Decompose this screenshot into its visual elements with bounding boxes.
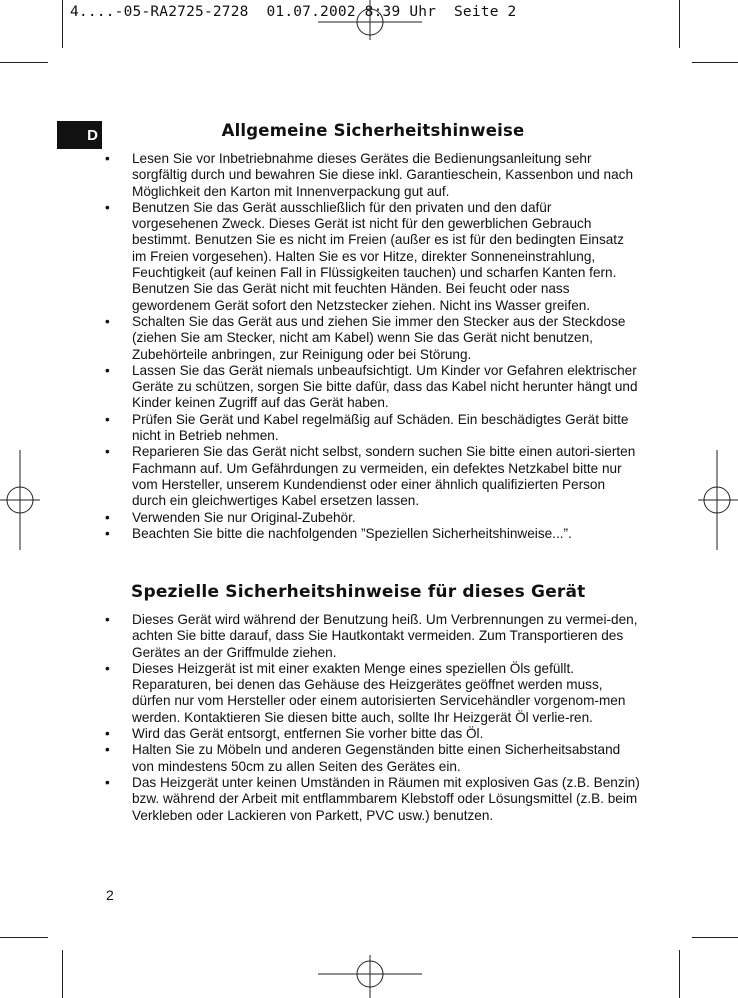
list-item: • Verwenden Sie nur Original-Zubehör.	[105, 509, 356, 525]
list-item: • Beachten Sie bitte die nachfolgenden ”Speziellen Sicherheitshinweise...”.	[105, 525, 572, 541]
crop-mark	[679, 0, 680, 48]
list-item: • Prüfen Sie Gerät und Kabel regelmäßig auf Schäden. Ein beschädigtes Gerät bitte nicht in Betrieb nehmen.	[105, 411, 629, 444]
bullet-icon: •	[105, 444, 110, 460]
bullet-icon: •	[105, 525, 110, 541]
section-heading-general-safety: Allgemeine Sicherheitshinweise	[221, 121, 525, 140]
bullet-icon: •	[105, 411, 110, 427]
bullet-icon: •	[105, 742, 110, 758]
bullet-icon: •	[105, 774, 110, 790]
bullet-icon: •	[105, 612, 110, 627]
bullet-icon: •	[105, 313, 110, 329]
bullet-icon: •	[105, 509, 110, 525]
registration-mark-icon	[0, 450, 40, 550]
crop-mark	[692, 937, 738, 938]
bullet-icon: •	[105, 362, 110, 378]
language-tab: D	[57, 121, 102, 149]
bullet-icon: •	[105, 660, 110, 676]
list-item: • Halten Sie zu Möbeln und anderen Gegenständen bitte einen Sicherheitsabstand von mindestens 50cm zu allen Seiten des Gerätes ein.	[105, 742, 621, 774]
crop-mark	[692, 62, 738, 63]
bullet-icon: •	[105, 199, 110, 215]
general-safety-list	[105, 151, 640, 542]
list-item: • Dieses Heizgerät ist mit einer exakten Menge eines speziellen Öls gefüllt. Reparaturen, bei denen das Gehäuse des Heizgerätes geöffnet werden muss, dürfen nur vom Hersteller oder einem autorisierten Servicehändler vorgenom-men werden. Kontaktieren Sie diesen bitte auch, sollte Ihr Heizgerät Öl verlie-ren.	[105, 660, 626, 725]
list-item: • Lassen Sie das Gerät niemals unbeaufsichtigt. Um Kinder vor Gefahren elektrischer Geräte zu schützen, sorgen Sie bitte dafür, dass das Kabel nicht herunter hängt und Kinder keinen Zugriff auf das Gerät haben.	[105, 362, 638, 411]
list-item: • Lesen Sie vor Inbetriebnahme dieses Gerätes die Bedienungsanleitung sehr sorgfältig durch und bewahren Sie diese inkl. Garantieschein, Kassenbon und nach Möglichkeit den Karton mit Innenverpackung gut auf.	[105, 151, 634, 199]
list-item: • Benutzen Sie das Gerät ausschließlich für den privaten und den dafür vorgesehenen Zweck. Dieses Gerät ist nicht für den gewerblichen Gebrauch bestimmt. Benutzen Sie es nicht im Freien (außer es ist für den bedingten Einsatz im Freien vorgesehen). Halten Sie es vor Hitze, direkter Sonneneinstrahlung, Feuchtigkeit (auf keinen Fall in Flüssigkeiten tauchen) und scharfen Kanten fern. Benutzen Sie das Gerät nicht mit feuchten Händen. Bei feucht oder nass gewordenem Gerät sofort den Netzstecker ziehen. Nicht ins Wasser greifen.	[105, 199, 624, 313]
bullet-icon: •	[105, 151, 110, 166]
list-item: • Das Heizgerät unter keinen Umständen in Räumen mit explosiven Gas (z.B. Benzin) bzw. während der Arbeit mit entflammbarem Klebstoff oder Lösungsmittel (z.B. beim Verkleben oder Lackieren von Parkett, PVC usw.) benutzen.	[105, 774, 640, 823]
list-item: • Reparieren Sie das Gerät nicht selbst, sondern suchen Sie bitte einen autori-sierten Fachmann auf. Um Gefährdungen zu vermeiden, ein defektes Netzkabel bitte nur vom Hersteller, unserem Kundendienst oder einer ähnlich qualifizierten Person durch ein gleichwertiges Kabel ersetzen lassen.	[105, 444, 636, 509]
crop-mark	[0, 62, 48, 63]
crop-mark	[679, 950, 680, 998]
crop-mark	[62, 0, 63, 48]
bullet-icon: •	[105, 726, 110, 742]
registration-mark-icon	[318, 955, 422, 998]
section-heading-device-safety: Spezielle Sicherheitshinweise für dieses Gerät	[131, 582, 586, 602]
print-slug-line: 4....-05-RA2725-2728 01.07.2002 8:39 Uhr Seite 2	[70, 4, 517, 20]
list-item: • Wird das Gerät entsorgt, entfernen Sie vorher bitte das Öl.	[105, 726, 484, 742]
registration-mark-icon	[318, 0, 422, 40]
crop-mark	[0, 937, 48, 938]
device-safety-list	[105, 612, 640, 824]
list-item: • Dieses Gerät wird während der Benutzung heiß. Um Verbrennungen zu vermei-den, achten Sie bitte darauf, dass Sie Hautkontakt vermeiden. Zum Transportieren des Gerätes an der Griffmulde ziehen.	[105, 612, 638, 660]
crop-mark	[62, 950, 63, 998]
registration-mark-icon	[698, 450, 738, 550]
list-item: • Schalten Sie das Gerät aus und ziehen Sie immer den Stecker aus der Steckdose (ziehen Sie am Stecker, nicht am Kabel) wenn Sie das Gerät nicht benutzen, Zubehörteile anbringen, zur Reinigung oder bei Störung.	[105, 313, 626, 362]
page-number: 2	[106, 887, 114, 903]
